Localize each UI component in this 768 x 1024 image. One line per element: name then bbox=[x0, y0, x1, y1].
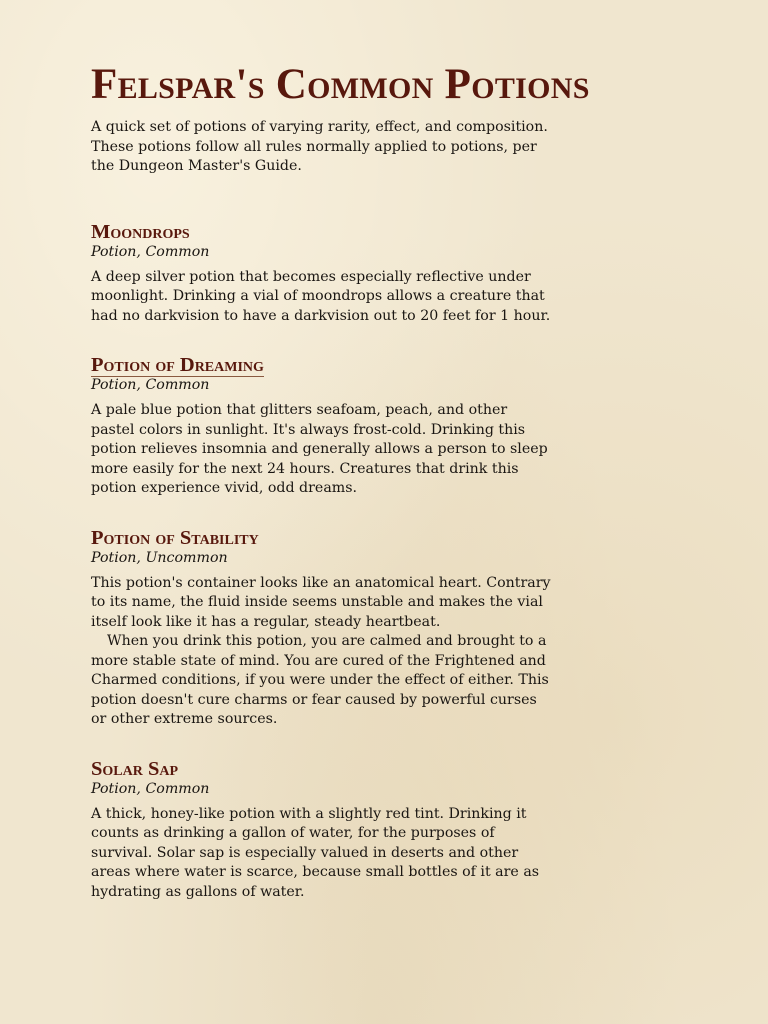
page-title: Felspar's Common Potions bbox=[91, 61, 590, 108]
potion-entry-stability bbox=[91, 527, 651, 730]
potion-rarity: Potion, Common bbox=[91, 780, 210, 797]
potion-description: A deep silver potion that becomes especially reflective under moonlight. Drinking a vial of moondrops allows a creature that had no darkvision to have a darkvision out to 20 feet for 1 hour. bbox=[91, 268, 551, 324]
potion-entry-dreaming bbox=[91, 354, 651, 499]
potion-entry-moondrops bbox=[91, 221, 651, 327]
potion-name: Potion of Stability bbox=[91, 526, 259, 549]
potion-description: This potion's container looks like an anatomical heart. Contrary to its name, the fluid inside seems unstable and makes the vial itself look like it has a regular, steady heartbeat. bbox=[91, 574, 551, 630]
potion-entry-solar-sap bbox=[91, 758, 651, 903]
potion-name: Moondrops bbox=[91, 220, 190, 243]
potion-description-continued: When you drink this potion, you are calmed and brought to a more stable state of mind. You are cured of the Frightened and Charmed conditions, if you were under the effect of either. This potion doesn't cure charms or fear caused by powerful curses or other extreme sources. bbox=[91, 633, 549, 727]
potion-description: A thick, honey-like potion with a slightly red tint. Drinking it counts as drinking a gallon of water, for the purposes of survival. Solar sap is especially valued in deserts and other areas where water is scarce, because small bottles of it are as hydrating as gallons of water. bbox=[91, 805, 540, 900]
potion-name-text: Potion of Dreaming bbox=[91, 354, 264, 376]
intro-paragraph: A quick set of potions of varying rarity, effect, and composition. These potions follow all rules normally applied to potions, per the Dungeon Master's Guide. bbox=[91, 119, 548, 174]
potion-rarity: Potion, Common bbox=[91, 377, 210, 393]
potion-rarity: Potion, Common bbox=[91, 243, 210, 260]
document-page bbox=[91, 60, 651, 902]
potion-rarity: Potion, Uncommon bbox=[91, 549, 228, 566]
potion-description: A pale blue potion that glitters seafoam, peach, and other pastel colors in sunlight. It's always frost-cold. Drinking this potion relieves insomnia and generally allows a person to sleep more easily for the next 24 hours. Creatures that drink this potion experience vivid, odd dreams. bbox=[91, 402, 548, 496]
potion-name bbox=[91, 354, 651, 376]
potion-name: Solar Sap bbox=[91, 757, 179, 780]
